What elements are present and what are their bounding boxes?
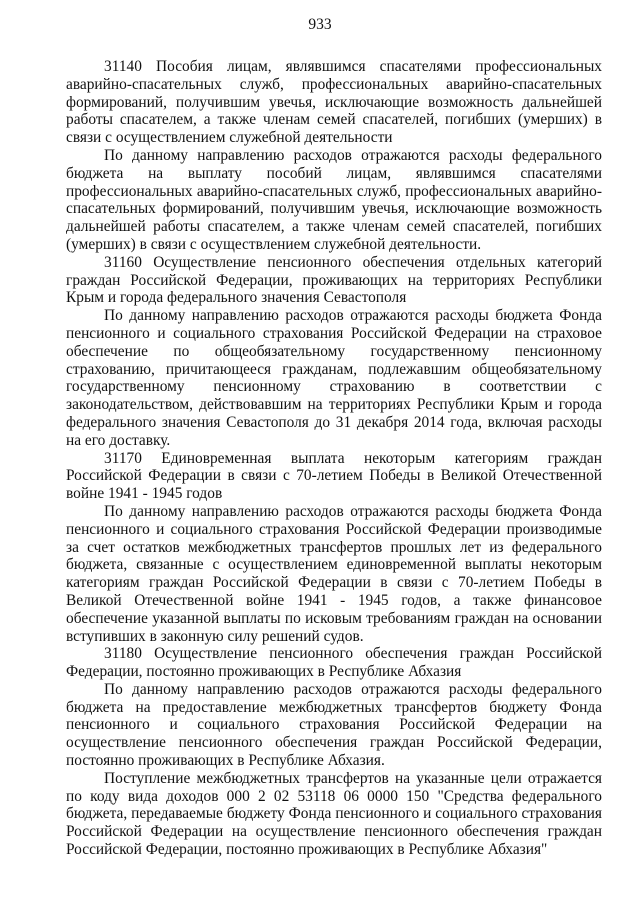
- description-31180: По данному направлению расходов отражаются расходы федерального бюджета на предоставление межбюджетных трансфертов бюджету Фонда пенсионного и социального страхования Российской Федерации на осуществление пенсионного обеспечения граждан Российской Федерации, постоянно проживающих в Республике Абхазия.: [66, 680, 602, 770]
- code-heading-31170: 31170 Единовременная выплата некоторым категориям граждан Российской Федерации в связи с 70-летием Победы в Великой Отечественной войне 1941 - 1945 годов: [66, 449, 602, 503]
- revenue-code-paragraph: Поступление межбюджетных трансфертов на указанные цели отражается по коду вида доходов 000 2 02 53118 06 0000 150 "Средства федерального бюджета, передаваемые бюджету Фонда пенсионного и социального страхования Российской Федерации на осуществление пенсионного обеспечения граждан Российской Федерации, постоянно проживающих в Республике Абхазия": [66, 769, 602, 859]
- description-31170: По данному направлению расходов отражаются расходы бюджета Фонда пенсионного и социального страхования Российской Федерации производимые за счет остатков межбюджетных трансфертов прошлых лет из федерального бюджета, связанные с осуществлением единовременной выплаты некоторым категориям граждан Российской Федерации в связи с 70-летием Победы в Великой Отечественной войне 1941 - 1945 годов, а также финансовое обеспечение указанной выплаты по исковым требованиям граждан на основании вступивших в законную силу решений судов.: [66, 502, 602, 645]
- code-heading-31160: 31160 Осуществление пенсионного обеспечения отдельных категорий граждан Российской Федерации, проживающих на территориях Республики Крым и города федерального значения Севастополя: [66, 253, 602, 307]
- document-body: [66, 58, 602, 859]
- description-31140: По данному направлению расходов отражаются расходы федерального бюджета на выплату пособий лицам, являвшимся спасателями профессиональных аварийно-спасательных служб, профессиональных аварийно-спасательных формирований, получившим увечья, исключающие возможность дальнейшей работы спасателем, а также членам семей спасателей, погибших (умерших) в связи с осуществлением служебной деятельности.: [66, 146, 602, 253]
- code-heading-31180: 31180 Осуществление пенсионного обеспечения граждан Российской Федерации, постоянно проживающих в Республике Абхазия: [66, 645, 602, 681]
- page-number: 933: [308, 16, 332, 33]
- description-31160: По данному направлению расходов отражаются расходы бюджета Фонда пенсионного и социального страхования Российской Федерации на страховое обеспечение по общеобязательному государственному пенсионному страхованию, причитающееся гражданам, подлежавшим общеобязательному государственному пенсионному страхованию в соответствии с законодательством, действовавшим на территориях Республики Крым и города федерального значения Севастополя до 31 декабря 2014 года, включая расходы на его доставку.: [66, 307, 602, 449]
- code-heading-31140: 31140 Пособия лицам, являвшимся спасателями профессиональных аварийно-спасательных служб, профессиональных аварийно-спасательных формирований, получившим увечья, исключающие возможность дальнейшей работы спасателем, а также членам семей спасателей, погибших (умерших) в связи с осуществлением служебной деятельности: [66, 58, 602, 147]
